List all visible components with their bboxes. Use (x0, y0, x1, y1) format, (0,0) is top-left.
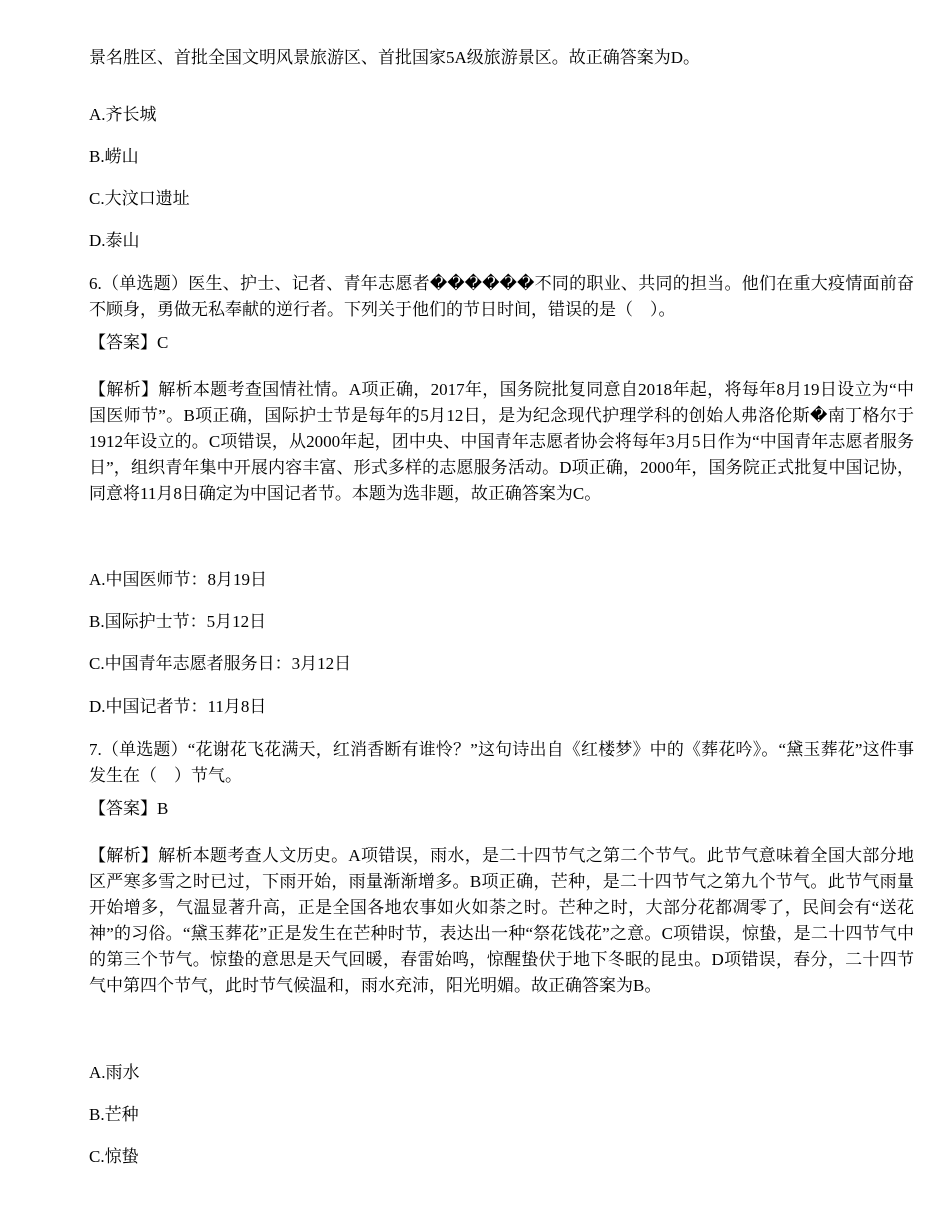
q6-answer: 【答案】C (89, 333, 169, 352)
q5-option-a: A.齐长城 (89, 105, 157, 124)
q6-option-a: A.中国医师节：8月19日 (89, 570, 268, 589)
q5-analysis-tail: 景名胜区、首批全国文明风景旅游区、首批国家5A级旅游景区。故正确答案为D。 (89, 48, 701, 67)
q7-analysis: 【解析】解析本题考查人文历史。A项错误，雨水，是二十四节气之第二个节气。此节气意味着全国大部分地区严寒多雪之时已过，下雨开始，雨量渐渐增多。B项正确，芒种，是二十四节气之第九个节气。此节气雨量开始增多，气温显著升高，正是全国各地农事如火如荼之时。芒种之时，大部分花都凋零了，民间会有“送花神”的习俗。“黛玉葬花”正是发生在芒种时节，表达出一种“祭花饯花”之意。C项错误，惊蛰，是二十四节气中的第三个节气。惊蛰的意思是天气回暖，春雷始鸣，惊醒蛰伏于地下冬眠的昆虫。D项错误，春分，二十四节气中第四个节气，此时节气候温和，雨水充沛，阳光明媚。故正确答案为B。 (89, 846, 914, 995)
q6-question: 6.（单选题）医生、护士、记者、青年志愿者������不同的职业、共同的担当。他们在重大疫情面前奋不顾身，勇做无私奉献的逆行者。下列关于他们的节日时间，错误的是（ ）。 (89, 274, 914, 319)
q7-option-c: C.惊蛰 (89, 1147, 139, 1166)
q6-analysis: 【解析】解析本题考查国情社情。A项正确，2017年，国务院批复同意自2018年起，将每年8月19日设立为“中国医师节”。B项正确，国际护士节是每年的5月12日，是为纪念现代护理学科的创始人弗洛伦斯�南丁格尔于1912年设立的。C项错误，从2000年起，团中央、中国青年志愿者协会将每年3月5日作为“中国青年志愿者服务日”，组织青年集中开展内容丰富、形式多样的志愿服务活动。D项正确，2000年，国务院正式批复中国记协，同意将11月8日确定为中国记者节。本题为选非题，故正确答案为C。 (89, 380, 914, 503)
q6-option-d: D.中国记者节：11月8日 (89, 697, 267, 716)
q6-option-b: B.国际护士节：5月12日 (89, 612, 267, 631)
q7-answer: 【答案】B (89, 799, 169, 818)
q7-option-b: B.芒种 (89, 1105, 139, 1124)
q5-option-d: D.泰山 (89, 231, 140, 250)
q6-option-c: C.中国青年志愿者服务日：3月12日 (89, 654, 352, 673)
q7-question: 7.（单选题）“花谢花飞花满天，红消香断有谁怜？”这句诗出自《红楼梦》中的《葬花吟》。“黛玉葬花”这件事发生在（ ）节气。 (89, 740, 914, 785)
q7-option-a: A.雨水 (89, 1063, 140, 1082)
q5-option-b: B.崂山 (89, 147, 139, 166)
q5-option-c: C.大汶口遗址 (89, 189, 190, 208)
